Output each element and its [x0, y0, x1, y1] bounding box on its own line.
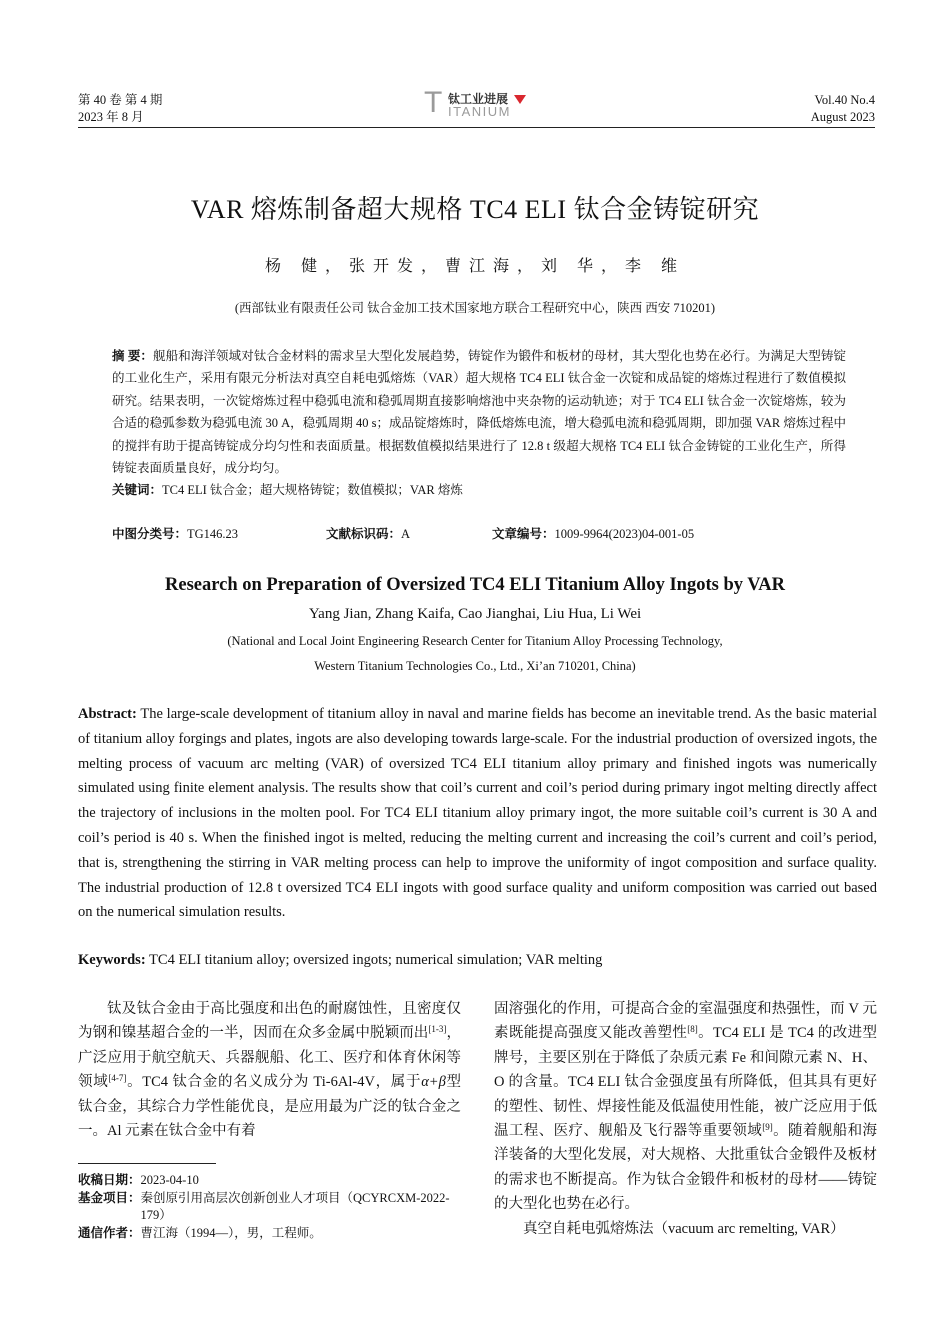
- journal-issue-cn: [78, 92, 162, 126]
- clc-value: TG146.23: [187, 527, 239, 541]
- affiliation-cn: (西部钛业有限责任公司 钛合金加工技术国家地方联合工程研究中心，陕西 西安 710201): [234, 301, 716, 315]
- body-text: 真空自耗电弧熔炼法（vacuum arc remelting, VAR）: [523, 1220, 845, 1237]
- authors-en: Yang Jian, Zhang Kaifa, Cao Jianghai, Liu Hua, Li Wei: [308, 606, 642, 622]
- doc-code: [326, 524, 410, 544]
- volume-issue-cn: 第 40 卷 第 4 期: [78, 93, 163, 107]
- body-text: 。随着舰船和海洋装备的大型化发展，对大规格、大批重钛合金锻件及板材的需求也不断提高。作为钛合金锻件和板材的母材——铸锭的大型化也势在必行。: [494, 1123, 878, 1213]
- affiliation-en-line2: Western Titanium Technologies Co., Ltd., Xi’an 710201, China): [314, 659, 636, 673]
- body-text: 型钛合金，其综合力学性能优良，是应用最为广泛的钛合金之一。Al 元素在钛合金中有着: [78, 1074, 462, 1140]
- affiliation-en-line1: (National and Local Joint Engineering Research Center for Titanium Alloy Processing Technology,: [227, 634, 723, 648]
- alpha-beta-symbol: α+β: [421, 1074, 446, 1091]
- body-paragraph: [494, 997, 877, 1217]
- abstract-cn: [112, 345, 846, 502]
- paper-title-cn: VAR 熔炼制备超大规格 TC4 ELI 钛合金铸锭研究: [190, 195, 760, 224]
- article-label: 文章编号：: [492, 527, 555, 541]
- body-text: 固溶强化的作用，可提高合金的室温强度和热强性，而 V 元素既能提高强度又能改善塑性: [494, 1001, 877, 1042]
- article-number: [492, 524, 694, 544]
- citation: [8]: [687, 1024, 698, 1035]
- journal-issue-en: [811, 92, 875, 126]
- body-text: 。TC4 ELI 是 TC4 的改进型牌号，主要区别在于降低了杂质元素 Fe 和间隙元素 N、H、O 的含量。TC4 ELI 钛合金强度虽有所降低，但其具有更好的塑性、韧性、焊接性能及低温使用性能，被广泛应用于低温工程、医疗、舰船及飞行器等重要领域: [494, 1025, 877, 1140]
- fund-value: 秦创原引用高层次创新创业人才项目（QCYRCXM-2022-179）: [140, 1190, 450, 1222]
- affiliation-en: [0, 629, 950, 679]
- header-divider: [78, 127, 875, 128]
- footnote-fund: [78, 1190, 463, 1225]
- logo-cn-text: 钛工业进展: [448, 92, 509, 106]
- date-en: August 2023: [810, 110, 875, 124]
- article-value: 1009-9964(2023)04-001-05: [554, 527, 695, 541]
- date-cn: 2023 年 8 月: [78, 110, 144, 124]
- body-text: ，广泛应用于航空航天、兵器舰船、化工、医疗和体育休闲等领域: [78, 1025, 462, 1091]
- doc-value: A: [401, 527, 411, 541]
- keywords-cn-label: 关键词：: [112, 483, 163, 498]
- footnote-received: [78, 1172, 463, 1190]
- body-paragraph: [494, 1217, 877, 1241]
- abstract-en-text: The large-scale development of titanium alloy in naval and marine fields has become an inevitable trend. As the basic material of titanium alloy forgings and plates, ingots are also developing towards large-scale. For the industrial production of oversized ingots, the melting process of vacuum arc melting (VAR) of oversized TC4 ELI titanium alloy primary and finished ingots was numerically simulated using finite element analysis. The results show that coil’s current and coil’s period during primary ingot melting directly affect the trajectory of inclusions in the molten pool. For TC4 ELI titanium alloy primary ingot, the more suitable coil’s current is 30 A and coil’s period is 40 s. When the finished ingot is melted, reducing the melting current and increasing the coil’s current and coil’s period, that is, strengthening the stirring in VAR melting process can help to improve the uniformity of ingot composition and surface quality. The industrial production of 12.8 t oversized TC4 ELI ingots with good surface quality and uniform composition was carried out based on the numerical simulation results.: [78, 706, 877, 921]
- abstract-en: [78, 702, 877, 925]
- body-column-left: [78, 997, 461, 1143]
- clc-number: [112, 524, 238, 544]
- abstract-cn-text: 舰船和海洋领域对钛合金材料的需求呈大型化发展趋势，铸锭作为锻件和板材的母材，其大型化也势在必行。为满足大型铸锭的工业化生产，采用有限元分析法对真空自耗电弧熔炼（VAR）超大规格 TC4 ELI 钛合金一次锭和成品锭的熔炼过程进行了数值模拟研究。结果表明，一次锭熔炼过程中稳弧电流和稳弧周期直接影响熔池中夹杂物的运动轨迹；对于 TC4 ELI 钛合金一次锭熔炼，较为合适的稳弧参数为稳弧电流 30 A，稳弧周期 40 s；成品锭熔炼时，降低熔炼电流，增大稳弧电流和稳弧周期，即加强 VAR 熔炼过程中的搅拌有助于提高铸锭成分均匀性和表面质量。根据数值模拟结果进行了 12.8 t 级超大规格 TC4 ELI 钛合金铸锭的工业化生产，所得铸锭表面质量良好，成分均匀。: [112, 349, 846, 476]
- paper-title-en: Research on Preparation of Oversized TC4 ELI Titanium Alloy Ingots by VAR: [165, 575, 785, 595]
- body-text: 。TC4 钛合金的名义成分为 Ti-6Al-4V，属于: [126, 1074, 422, 1091]
- abstract-cn-label: 摘 要：: [112, 349, 154, 363]
- body-column-right: [494, 997, 877, 1241]
- footnote-author: [78, 1225, 463, 1243]
- footnote-divider: [78, 1163, 216, 1164]
- footnotes: [78, 1172, 463, 1242]
- author-label: 通信作者：: [78, 1225, 141, 1240]
- keywords-cn-text: TC4 ELI 钛合金；超大规格铸锭；数值模拟；VAR 熔炼: [162, 483, 463, 498]
- volume-issue-en: Vol.40 No.4: [814, 93, 875, 107]
- body-text: 钛及钛合金由于高比强度和出色的耐腐蚀性，且密度仅为钢和镍基超合金的一半，因而在众多金属中脱颖而出: [78, 1001, 461, 1042]
- received-value: 2023-04-10: [140, 1173, 199, 1187]
- citation: [1-3]: [428, 1024, 447, 1035]
- clc-label: 中图分类号：: [112, 527, 188, 541]
- keywords-en-text: TC4 ELI titanium alloy; oversized ingots; numerical simulation; VAR melting: [145, 952, 603, 968]
- logo-en-text: ITANIUM: [448, 104, 511, 119]
- keywords-en: [78, 948, 877, 972]
- body-paragraph: [78, 997, 461, 1143]
- citation: [9]: [762, 1122, 773, 1133]
- logo-letter: T: [424, 86, 443, 119]
- keywords-en-label: Keywords:: [78, 952, 146, 968]
- received-label: 收稿日期：: [78, 1173, 141, 1187]
- fund-label: 基金项目：: [78, 1190, 141, 1205]
- logo-triangle-icon: [514, 95, 526, 104]
- citation: [4-7]: [108, 1073, 127, 1084]
- authors-cn: 杨 健，张开发，曹江海，刘 华，李 维: [264, 258, 685, 275]
- abstract-en-label: Abstract:: [78, 706, 137, 722]
- journal-logo: [424, 86, 534, 120]
- doc-label: 文献标识码：: [326, 527, 402, 541]
- author-value: 曹江海（1994—），男，工程师。: [140, 1225, 322, 1240]
